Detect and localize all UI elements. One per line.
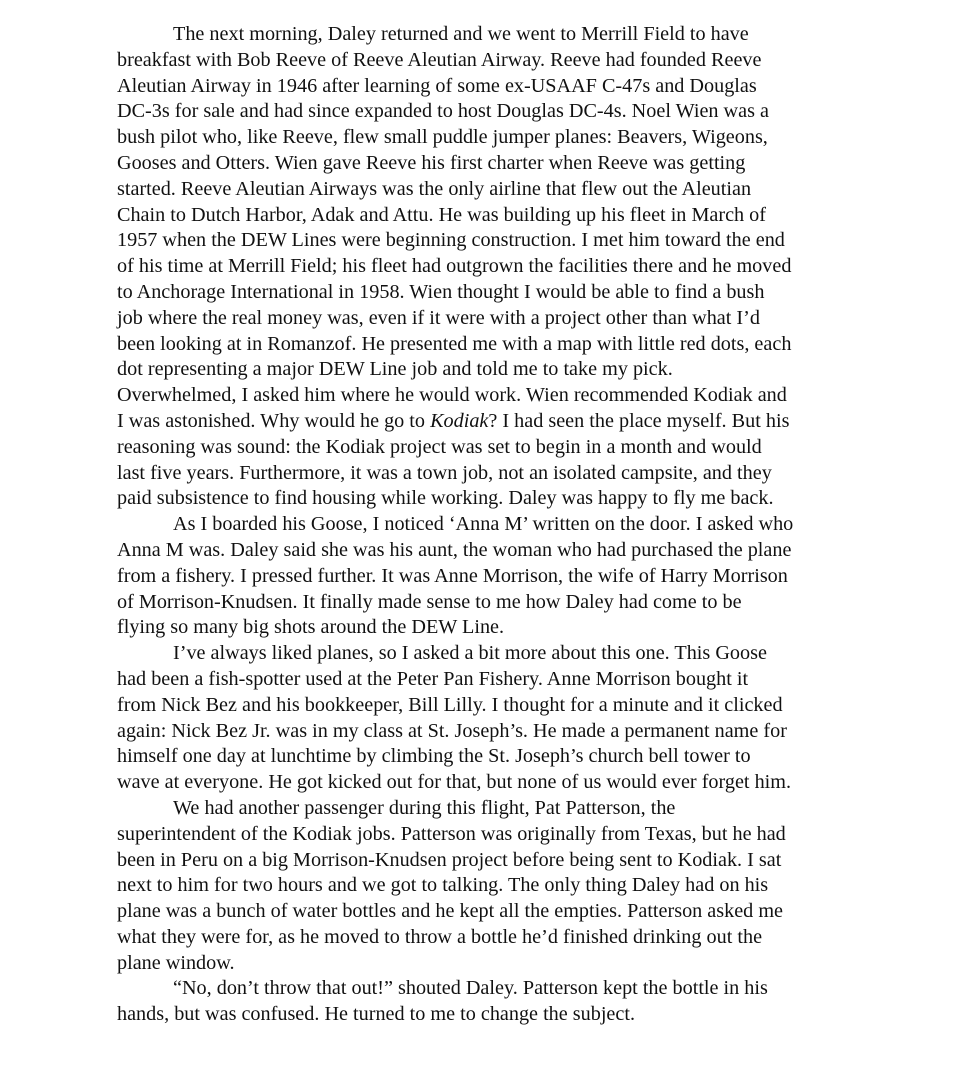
text-line: Anna M was. Daley said she was his aunt, the woman who had purchased the plane <box>117 538 792 561</box>
text-line: next to him for two hours and we got to talking. The only thing Daley had on his <box>117 874 769 897</box>
text-line: to Anchorage International in 1958. Wien thought I would be able to find a bush <box>117 280 765 303</box>
text-line: The next morning, Daley returned and we went to Merrill Field to have <box>173 23 749 45</box>
text-line: himself one day at lunchtime by climbing the St. Joseph’s church bell tower to <box>117 745 751 768</box>
text-line: Chain to Dutch Harbor, Adak and Attu. He was building up his fleet in March of <box>117 203 766 226</box>
text-line: Overwhelmed, I asked him where he would work. Wien recommended Kodiak and <box>117 384 787 407</box>
text-line: bush pilot who, like Reeve, flew small puddle jumper planes: Beavers, Wigeons, <box>117 126 768 149</box>
text-line: superintendent of the Kodiak jobs. Patterson was originally from Texas, but he had <box>117 822 786 845</box>
text-line: plane was a bunch of water bottles and he kept all the empties. Patterson asked me <box>117 900 783 923</box>
text-line: from Nick Bez and his bookkeeper, Bill Lilly. I thought for a minute and it clicked <box>117 693 783 716</box>
text-segment: ? I had seen the place myself. But his <box>488 409 790 432</box>
text-line: of Morrison-Knudsen. It finally made sense to me how Daley had come to be <box>117 590 742 613</box>
text-line: of his time at Merrill Field; his fleet had outgrown the facilities there and he moved <box>117 255 792 278</box>
text-line: had been a fish-spotter used at the Peter Pan Fishery. Anne Morrison bought it <box>117 667 749 690</box>
text-line: job where the real money was, even if it were with a project other than what I’d <box>117 306 760 329</box>
text-line: flying so many big shots around the DEW Line. <box>117 616 505 639</box>
text-line: Aleutian Airway in 1946 after learning of some ex-USAAF C-47s and Douglas <box>117 74 757 97</box>
text-line: reasoning was sound: the Kodiak project was set to begin in a month and would <box>117 435 762 458</box>
text-line: We had another passenger during this flight, Pat Patterson, the <box>173 796 676 819</box>
text-line: DC-3s for sale and had since expanded to host Douglas DC-4s. Noel Wien was a <box>117 100 769 123</box>
text-line: breakfast with Bob Reeve of Reeve Aleutian Airway. Reeve had founded Reeve <box>117 48 762 71</box>
text-line: paid subsistence to find housing while working. Daley was happy to fly me back. <box>117 487 774 510</box>
text-line: hands, but was confused. He turned to me to change the subject. <box>117 1003 636 1026</box>
text-line: last five years. Furthermore, it was a town job, not an isolated campsite, and they <box>117 461 772 484</box>
text-line: Gooses and Otters. Wien gave Reeve his first charter when Reeve was getting <box>117 151 746 174</box>
text-line: I’ve always liked planes, so I asked a bit more about this one. This Goose <box>173 642 767 665</box>
text-line: been in Peru on a big Morrison-Knudsen project before being sent to Kodiak. I sat <box>117 848 782 871</box>
text-line: As I boarded his Goose, I noticed ‘Anna M’ written on the door. I asked who <box>173 513 794 536</box>
text-segment: I was astonished. Why would he go to <box>117 409 431 432</box>
text-line: dot representing a major DEW Line job and told me to take my pick. <box>117 358 673 381</box>
text-line: again: Nick Bez Jr. was in my class at St. Joseph’s. He made a permanent name for <box>117 719 787 742</box>
text-line: from a fishery. I pressed further. It was Anne Morrison, the wife of Harry Morrison <box>117 564 788 587</box>
text-line: what they were for, as he moved to throw a bottle he’d finished drinking out the <box>117 925 763 948</box>
document-page <box>117 22 869 1028</box>
text-line: 1957 when the DEW Lines were beginning construction. I met him toward the end <box>117 229 785 252</box>
text-line: wave at everyone. He got kicked out for that, but none of us would ever forget him. <box>117 771 792 794</box>
text-line: “No, don’t throw that out!” shouted Daley. Patterson kept the bottle in his <box>173 977 768 1000</box>
italic-place-name: Kodiak <box>430 409 489 432</box>
text-line: been looking at in Romanzof. He presented me with a map with little red dots, each <box>117 332 792 355</box>
text-line <box>117 409 869 435</box>
text-line: plane window. <box>117 951 235 974</box>
text-line: started. Reeve Aleutian Airways was the only airline that flew out the Aleutian <box>117 177 752 200</box>
